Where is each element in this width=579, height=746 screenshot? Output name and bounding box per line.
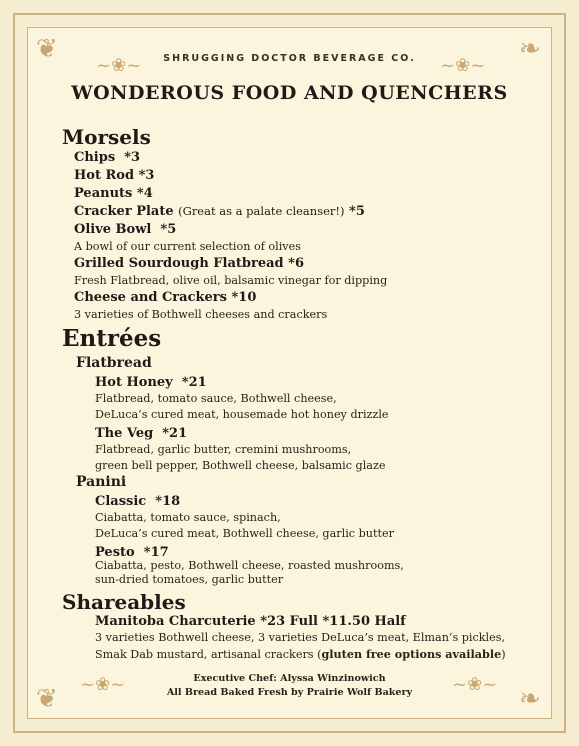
menu-item: Classic *18 [95, 494, 181, 509]
chef-credit: Executive Chef: Alyssa Winzinowich [193, 673, 386, 684]
subsection-heading-panini: Panini [76, 474, 127, 490]
menu-item: Olive Bowl *5 [74, 222, 177, 237]
section-heading-shareables: Shareables [62, 590, 186, 614]
menu-item: The Veg *21 [95, 426, 188, 441]
item-description: Flatbread, garlic butter, cremini mushrooms, [95, 443, 352, 456]
flourish-icon: ~❀~ [440, 55, 486, 76]
item-description: A bowl of our current selection of olives [74, 240, 301, 253]
flourish-icon: ~❀~ [96, 55, 142, 76]
menu-item: Manitoba Charcuterie *23 Full *11.50 Half [95, 614, 406, 629]
item-description: DeLuca’s cured meat, housemade hot honey drizzle [95, 408, 389, 421]
flourish-icon: ~❀~ [452, 674, 498, 695]
item-description: 3 varieties of Bothwell cheeses and crackers [74, 308, 328, 321]
item-description: Flatbread, tomato sauce, Bothwell cheese, [95, 392, 337, 405]
section-heading-entrees: Entrées [62, 325, 162, 352]
bakery-credit: All Bread Baked Fresh by Prairie Wolf Bakery [166, 687, 413, 698]
item-description: DeLuca’s cured meat, Bothwell cheese, garlic butter [95, 527, 394, 540]
item-description: Fresh Flatbread, olive oil, balsamic vinegar for dipping [74, 274, 388, 287]
flourish-icon: ~❀~ [80, 674, 126, 695]
item-description: Ciabatta, pesto, Bothwell cheese, roasted mushrooms, [95, 559, 404, 572]
item-description: Ciabatta, tomato sauce, spinach, [95, 511, 281, 524]
section-heading-morsels: Morsels [62, 125, 151, 149]
corner-ornament-icon: ❧ [519, 34, 541, 64]
menu-item: Peanuts *4 [74, 186, 153, 201]
item-description: sun-dried tomatoes, garlic butter [95, 573, 284, 586]
item-description: 3 varieties Bothwell cheese, 3 varieties DeLuca’s meat, Elman’s pickles, [95, 631, 506, 644]
corner-ornament-icon: ❧ [519, 684, 541, 714]
menu-item: Cheese and Crackers *10 [74, 290, 257, 305]
item-description: Smak Dab mustard, artisanal crackers (gluten free options available) [95, 647, 506, 661]
item-description: green bell pepper, Bothwell cheese, balsamic glaze [95, 459, 386, 472]
menu-item: Chips *3 [74, 150, 141, 165]
menu-item: Cracker Plate (Great as a palate cleanser!) *5 [74, 204, 365, 219]
company-name: SHRUGGING DOCTOR BEVERAGE CO. [163, 53, 416, 64]
corner-ornament-icon: ❦ [36, 34, 58, 64]
menu-title: WONDEROUS FOOD AND QUENCHERS [71, 82, 508, 104]
corner-ornament-icon: ❦ [36, 684, 58, 714]
subsection-heading-flatbread: Flatbread [76, 355, 152, 371]
menu-item: Grilled Sourdough Flatbread *6 [74, 256, 304, 271]
menu-item: Hot Honey *21 [95, 375, 207, 390]
menu-item: Hot Rod *3 [74, 168, 155, 183]
menu-item: Pesto *17 [95, 545, 169, 560]
